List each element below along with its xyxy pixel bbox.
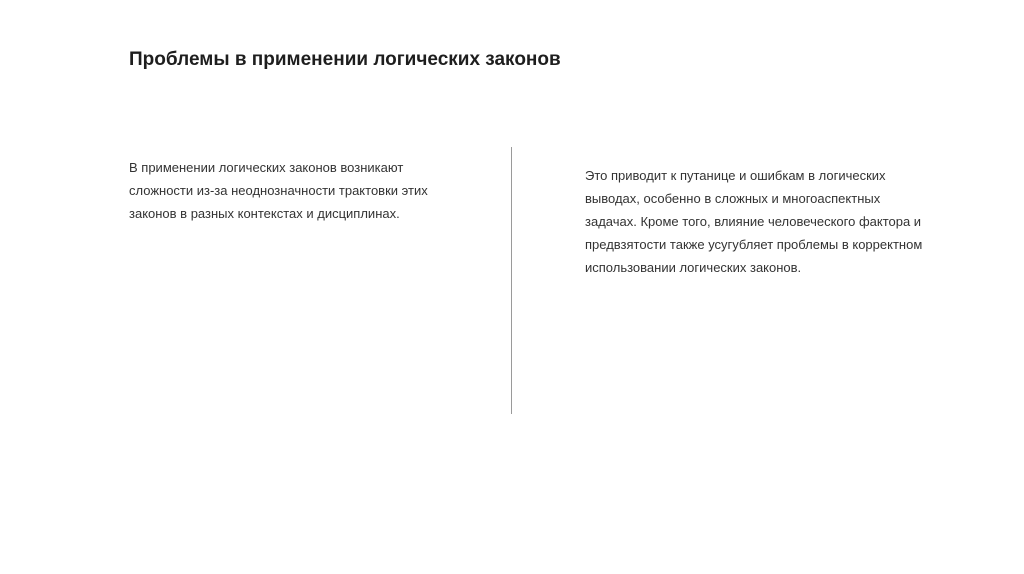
left-column-text: В применении логических законов возникают сложности из-за неоднозначности трактовки этих законов в разных контекстах и дисциплинах.	[129, 160, 428, 221]
column-divider	[511, 147, 512, 414]
slide-title: Проблемы в применении логических законов	[129, 49, 561, 70]
right-column-text: Это приводит к путанице и ошибкам в логических выводах, особенно в сложных и многоаспектных задачах. Кроме того, влияние человеческого фактора и предвзятости также усугубляет проблемы в корректном использовании логических законов.	[585, 168, 923, 275]
